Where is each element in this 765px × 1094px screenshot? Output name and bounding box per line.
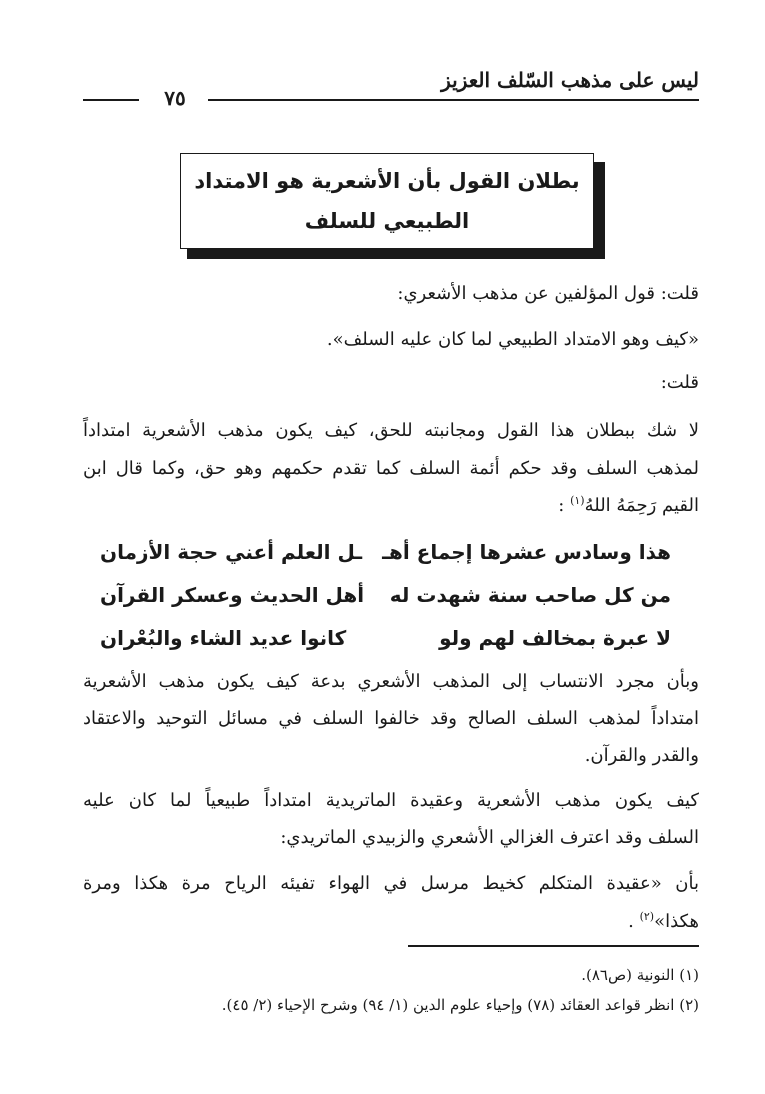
- poem-hemistich-right: هذا وسادس عشرها إجماع أهـ: [382, 540, 671, 564]
- section-title-line-1: بطلان القول بأن الأشعرية هو الامتداد: [194, 169, 580, 193]
- poem-hemistich-left: كانوا عديد الشاء والبُعْران: [100, 626, 347, 650]
- section-title-line-2: الطبيعي للسلف: [304, 209, 470, 233]
- book-title: ليس على مذهب السّلف العزيز: [441, 68, 699, 92]
- poem-hemistich-left: ـل العلم أعني حجة الأزمان: [100, 540, 363, 564]
- footnote-2: (٢) انظر قواعد العقائد (٧٨) وإحياء علوم الدين (١/ ٩٤) وشرح الإحياء (٢/ ٤٥).: [221, 996, 699, 1014]
- body-line: بأن «عقيدة المتكلم كخيط مرسل في الهواء تفيئه الرياح مرة هكذا ومرة: [83, 873, 699, 894]
- section-title-box: [180, 153, 594, 249]
- body-line: لمذهب السلف وقد حكم أئمة السلف كما تقدم حكمهم وهو حق، وكما قال ابن: [83, 458, 699, 479]
- body-line: وبأن مجرد الانتساب إلى المذهب الأشعري بدعة كيف يكون مذهب الأشعرية: [83, 671, 699, 692]
- body-line: قلت: قول المؤلفين عن مذهب الأشعري:: [397, 283, 699, 304]
- poem-hemistich-left: أهل الحديث وعسكر القرآن: [100, 583, 365, 607]
- body-line: والقدر والقرآن.: [584, 745, 699, 766]
- body-line: كيف يكون مذهب الأشعرية وعقيدة الماتريدية امتداداً طبيعياً لما كان عليه: [83, 790, 699, 811]
- body-line: امتداداً لمذهب السلف الصالح وقد خالفوا السلف في مسائل التوحيد والاعتقاد: [83, 708, 699, 729]
- page-number: ٧٥: [164, 86, 186, 110]
- body-line: لا شك ببطلان هذا القول ومجانبته للحق، كيف يكون مذهب الأشعرية امتداداً: [83, 420, 699, 441]
- header-rule: [208, 99, 699, 101]
- colon: :: [558, 495, 565, 516]
- footnote-rule: [408, 945, 699, 947]
- quote-end: هكذا»: [654, 911, 699, 932]
- body-line: «كيف وهو الامتداد الطبيعي لما كان عليه السلف».: [326, 329, 699, 350]
- footnote-ref: (١): [570, 494, 585, 507]
- header-rule-short: [83, 99, 139, 101]
- body-line: قلت:: [660, 372, 699, 393]
- body-line: [628, 910, 699, 932]
- ibn-qayyim-phrase: القيم رَحِمَهُ اللهُ: [584, 495, 699, 516]
- period: .: [628, 911, 634, 932]
- footnote-ref: (٢): [639, 910, 655, 923]
- poem-hemistich-right: لا عبرة بمخالف لهم ولو: [439, 626, 671, 650]
- body-line: السلف وقد اعترف الغزالي الأشعري والزبيدي الماتريدي:: [280, 827, 699, 848]
- footnote-1: (١) النونية (ص٨٦).: [581, 966, 699, 984]
- poem-hemistich-right: من كل صاحب سنة شهدت له: [389, 583, 671, 607]
- body-line: [558, 494, 699, 516]
